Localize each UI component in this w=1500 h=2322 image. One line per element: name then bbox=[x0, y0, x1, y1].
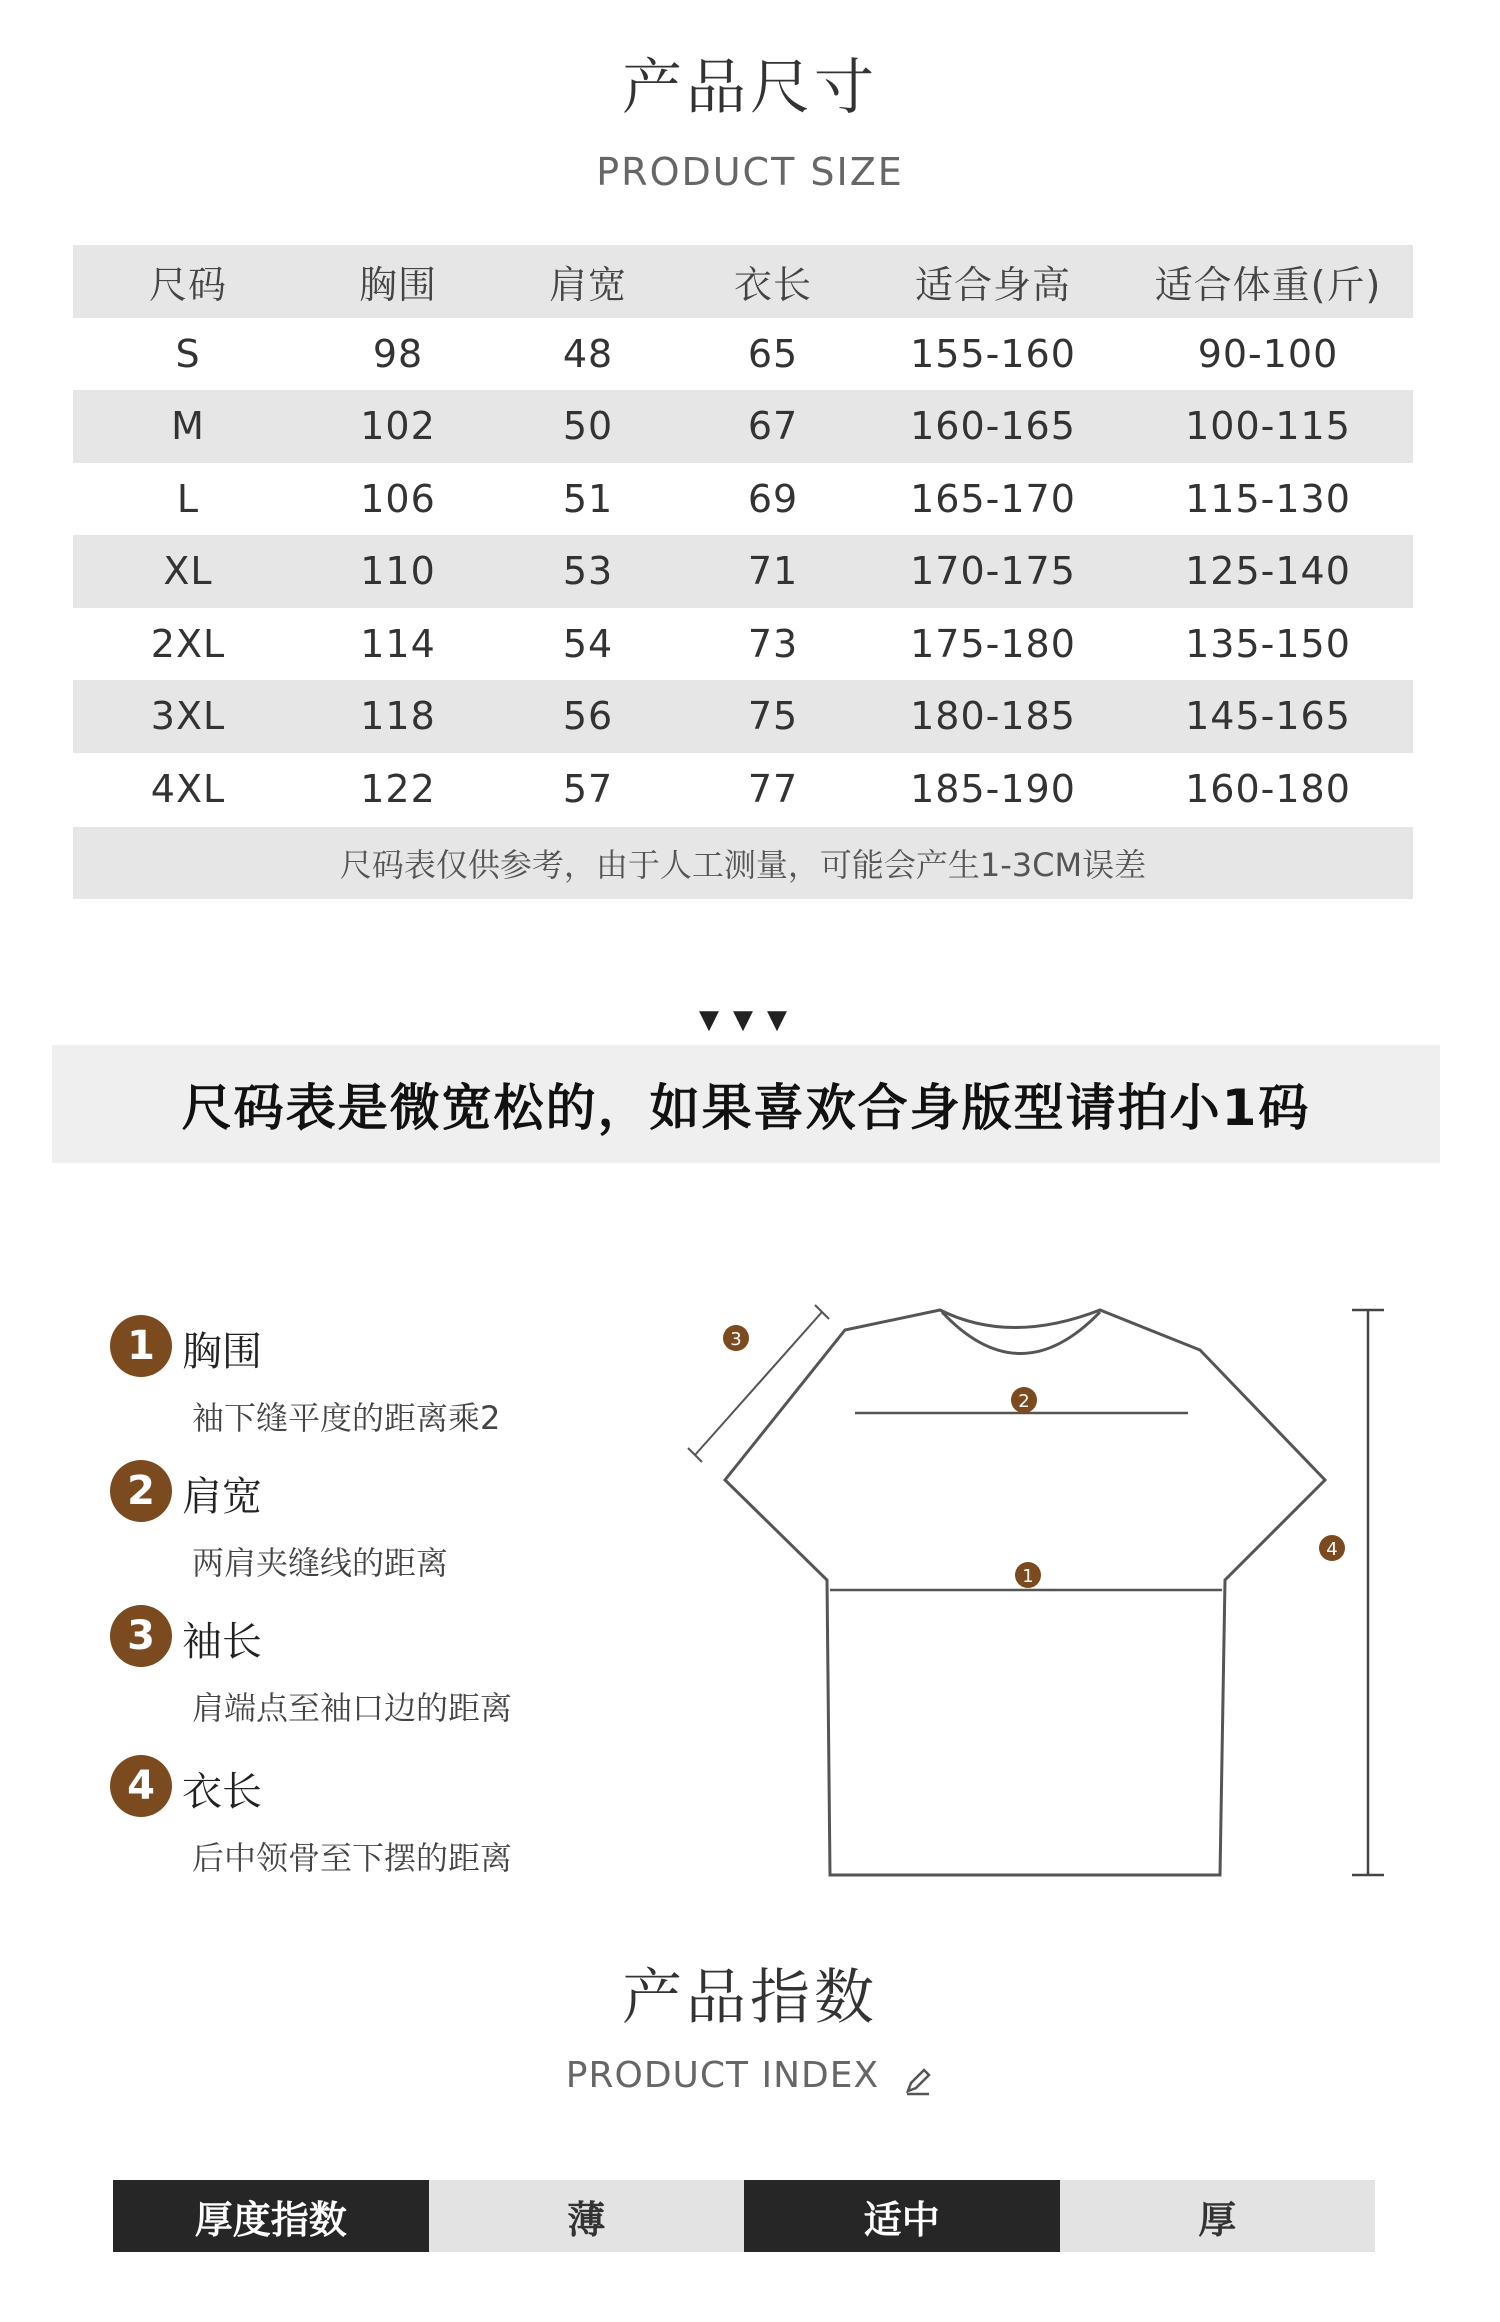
table-header-row bbox=[73, 245, 1413, 318]
cell-weight: 100-115 bbox=[1185, 404, 1351, 449]
svg-text:4: 4 bbox=[1326, 1539, 1338, 1560]
header-size: 尺码 bbox=[148, 262, 227, 307]
size-title: 产品尺寸 bbox=[622, 53, 878, 123]
pencil-icon bbox=[902, 2065, 934, 2101]
cell-length: 75 bbox=[747, 694, 799, 739]
cell-size: 4XL bbox=[150, 766, 226, 811]
size-table bbox=[73, 245, 1413, 899]
cell-size: 2XL bbox=[150, 621, 226, 666]
header-weight: 适合体重(斤) bbox=[1154, 262, 1382, 307]
cell-height: 175-180 bbox=[910, 621, 1076, 666]
index-subtitle-row bbox=[0, 2055, 1500, 2101]
cell-height: 155-160 bbox=[910, 331, 1076, 376]
cell-shoulder: 54 bbox=[562, 621, 614, 666]
number-badge: 2 bbox=[110, 1460, 172, 1522]
cell-size: L bbox=[176, 476, 200, 521]
down-arrows-icon: ▼▼▼ bbox=[699, 1005, 801, 1035]
legend-title: 衣长 bbox=[182, 1769, 262, 1815]
cell-size: XL bbox=[163, 549, 213, 594]
index-option-medium-selected: 适中 bbox=[744, 2180, 1060, 2252]
marker-3 bbox=[723, 1325, 749, 1351]
header-chest: 胸围 bbox=[358, 262, 437, 307]
cell-chest: 122 bbox=[360, 766, 436, 811]
tshirt-diagram bbox=[680, 1290, 1400, 1890]
table-row bbox=[73, 463, 1413, 536]
header-shoulder: 肩宽 bbox=[548, 262, 627, 307]
header-length: 衣长 bbox=[733, 262, 812, 307]
marker-2 bbox=[1011, 1387, 1037, 1413]
number-badge: 1 bbox=[110, 1315, 172, 1377]
svg-text:3: 3 bbox=[730, 1329, 742, 1350]
legend-title: 肩宽 bbox=[182, 1474, 262, 1520]
number-badge: 4 bbox=[110, 1755, 172, 1817]
marker-1 bbox=[1015, 1562, 1041, 1588]
cell-shoulder: 51 bbox=[562, 476, 614, 521]
legend-desc: 两肩夹缝线的距离 bbox=[192, 1544, 449, 1582]
index-option-thick: 厚 bbox=[1060, 2180, 1376, 2252]
cell-chest: 110 bbox=[360, 549, 436, 594]
cell-length: 73 bbox=[747, 621, 799, 666]
cell-length: 65 bbox=[747, 331, 799, 376]
cell-weight: 135-150 bbox=[1185, 621, 1351, 666]
index-option-thin: 薄 bbox=[429, 2180, 745, 2252]
cell-length: 71 bbox=[747, 549, 799, 594]
cell-length: 69 bbox=[747, 476, 799, 521]
table-note: 尺码表仅供参考，由于人工测量，可能会产生1-3CM误差 bbox=[73, 827, 1413, 899]
cell-size: M bbox=[171, 404, 205, 449]
cell-size: 3XL bbox=[150, 694, 226, 739]
cell-chest: 114 bbox=[360, 621, 436, 666]
cell-size: S bbox=[175, 331, 201, 376]
fit-notice-banner: 尺码表是微宽松的，如果喜欢合身版型请拍小1码 bbox=[52, 1045, 1440, 1163]
cell-weight: 145-165 bbox=[1185, 694, 1351, 739]
index-subtitle: PRODUCT INDEX bbox=[565, 2055, 880, 2096]
table-row bbox=[73, 318, 1413, 391]
table-row bbox=[73, 535, 1413, 608]
table-row bbox=[73, 390, 1413, 463]
cell-height: 185-190 bbox=[910, 766, 1076, 811]
legend-title: 袖长 bbox=[182, 1619, 262, 1665]
cell-weight: 125-140 bbox=[1185, 549, 1351, 594]
cell-weight: 160-180 bbox=[1185, 766, 1351, 811]
table-row bbox=[73, 608, 1413, 681]
cell-weight: 90-100 bbox=[1197, 331, 1339, 376]
cell-height: 180-185 bbox=[910, 694, 1076, 739]
thickness-index-bar bbox=[113, 2180, 1375, 2252]
marker-4 bbox=[1319, 1535, 1345, 1561]
legend-desc: 肩端点至袖口边的距离 bbox=[192, 1689, 513, 1727]
cell-shoulder: 56 bbox=[562, 694, 614, 739]
cell-chest: 106 bbox=[360, 476, 436, 521]
cell-shoulder: 50 bbox=[562, 404, 614, 449]
index-title: 产品指数 bbox=[622, 1963, 878, 2033]
cell-chest: 102 bbox=[360, 404, 436, 449]
cell-chest: 118 bbox=[360, 694, 436, 739]
cell-shoulder: 48 bbox=[562, 331, 614, 376]
cell-length: 67 bbox=[747, 404, 799, 449]
cell-weight: 115-130 bbox=[1185, 476, 1351, 521]
cell-length: 77 bbox=[747, 766, 799, 811]
svg-text:1: 1 bbox=[1022, 1566, 1034, 1587]
header-height: 适合身高 bbox=[914, 262, 1071, 307]
cell-shoulder: 57 bbox=[562, 766, 614, 811]
legend-desc: 后中领骨至下摆的距离 bbox=[192, 1839, 513, 1877]
index-label: 厚度指数 bbox=[113, 2180, 429, 2252]
table-row bbox=[73, 753, 1413, 826]
cell-chest: 98 bbox=[372, 331, 424, 376]
number-badge: 3 bbox=[110, 1605, 172, 1667]
legend-title: 胸围 bbox=[182, 1329, 262, 1375]
size-subtitle: PRODUCT SIZE bbox=[596, 150, 904, 194]
legend-desc: 袖下缝平度的距离乘2 bbox=[192, 1399, 501, 1437]
cell-height: 160-165 bbox=[910, 404, 1076, 449]
cell-height: 165-170 bbox=[910, 476, 1076, 521]
table-row bbox=[73, 680, 1413, 753]
svg-text:2: 2 bbox=[1018, 1391, 1030, 1412]
cell-shoulder: 53 bbox=[562, 549, 614, 594]
cell-height: 170-175 bbox=[910, 549, 1076, 594]
